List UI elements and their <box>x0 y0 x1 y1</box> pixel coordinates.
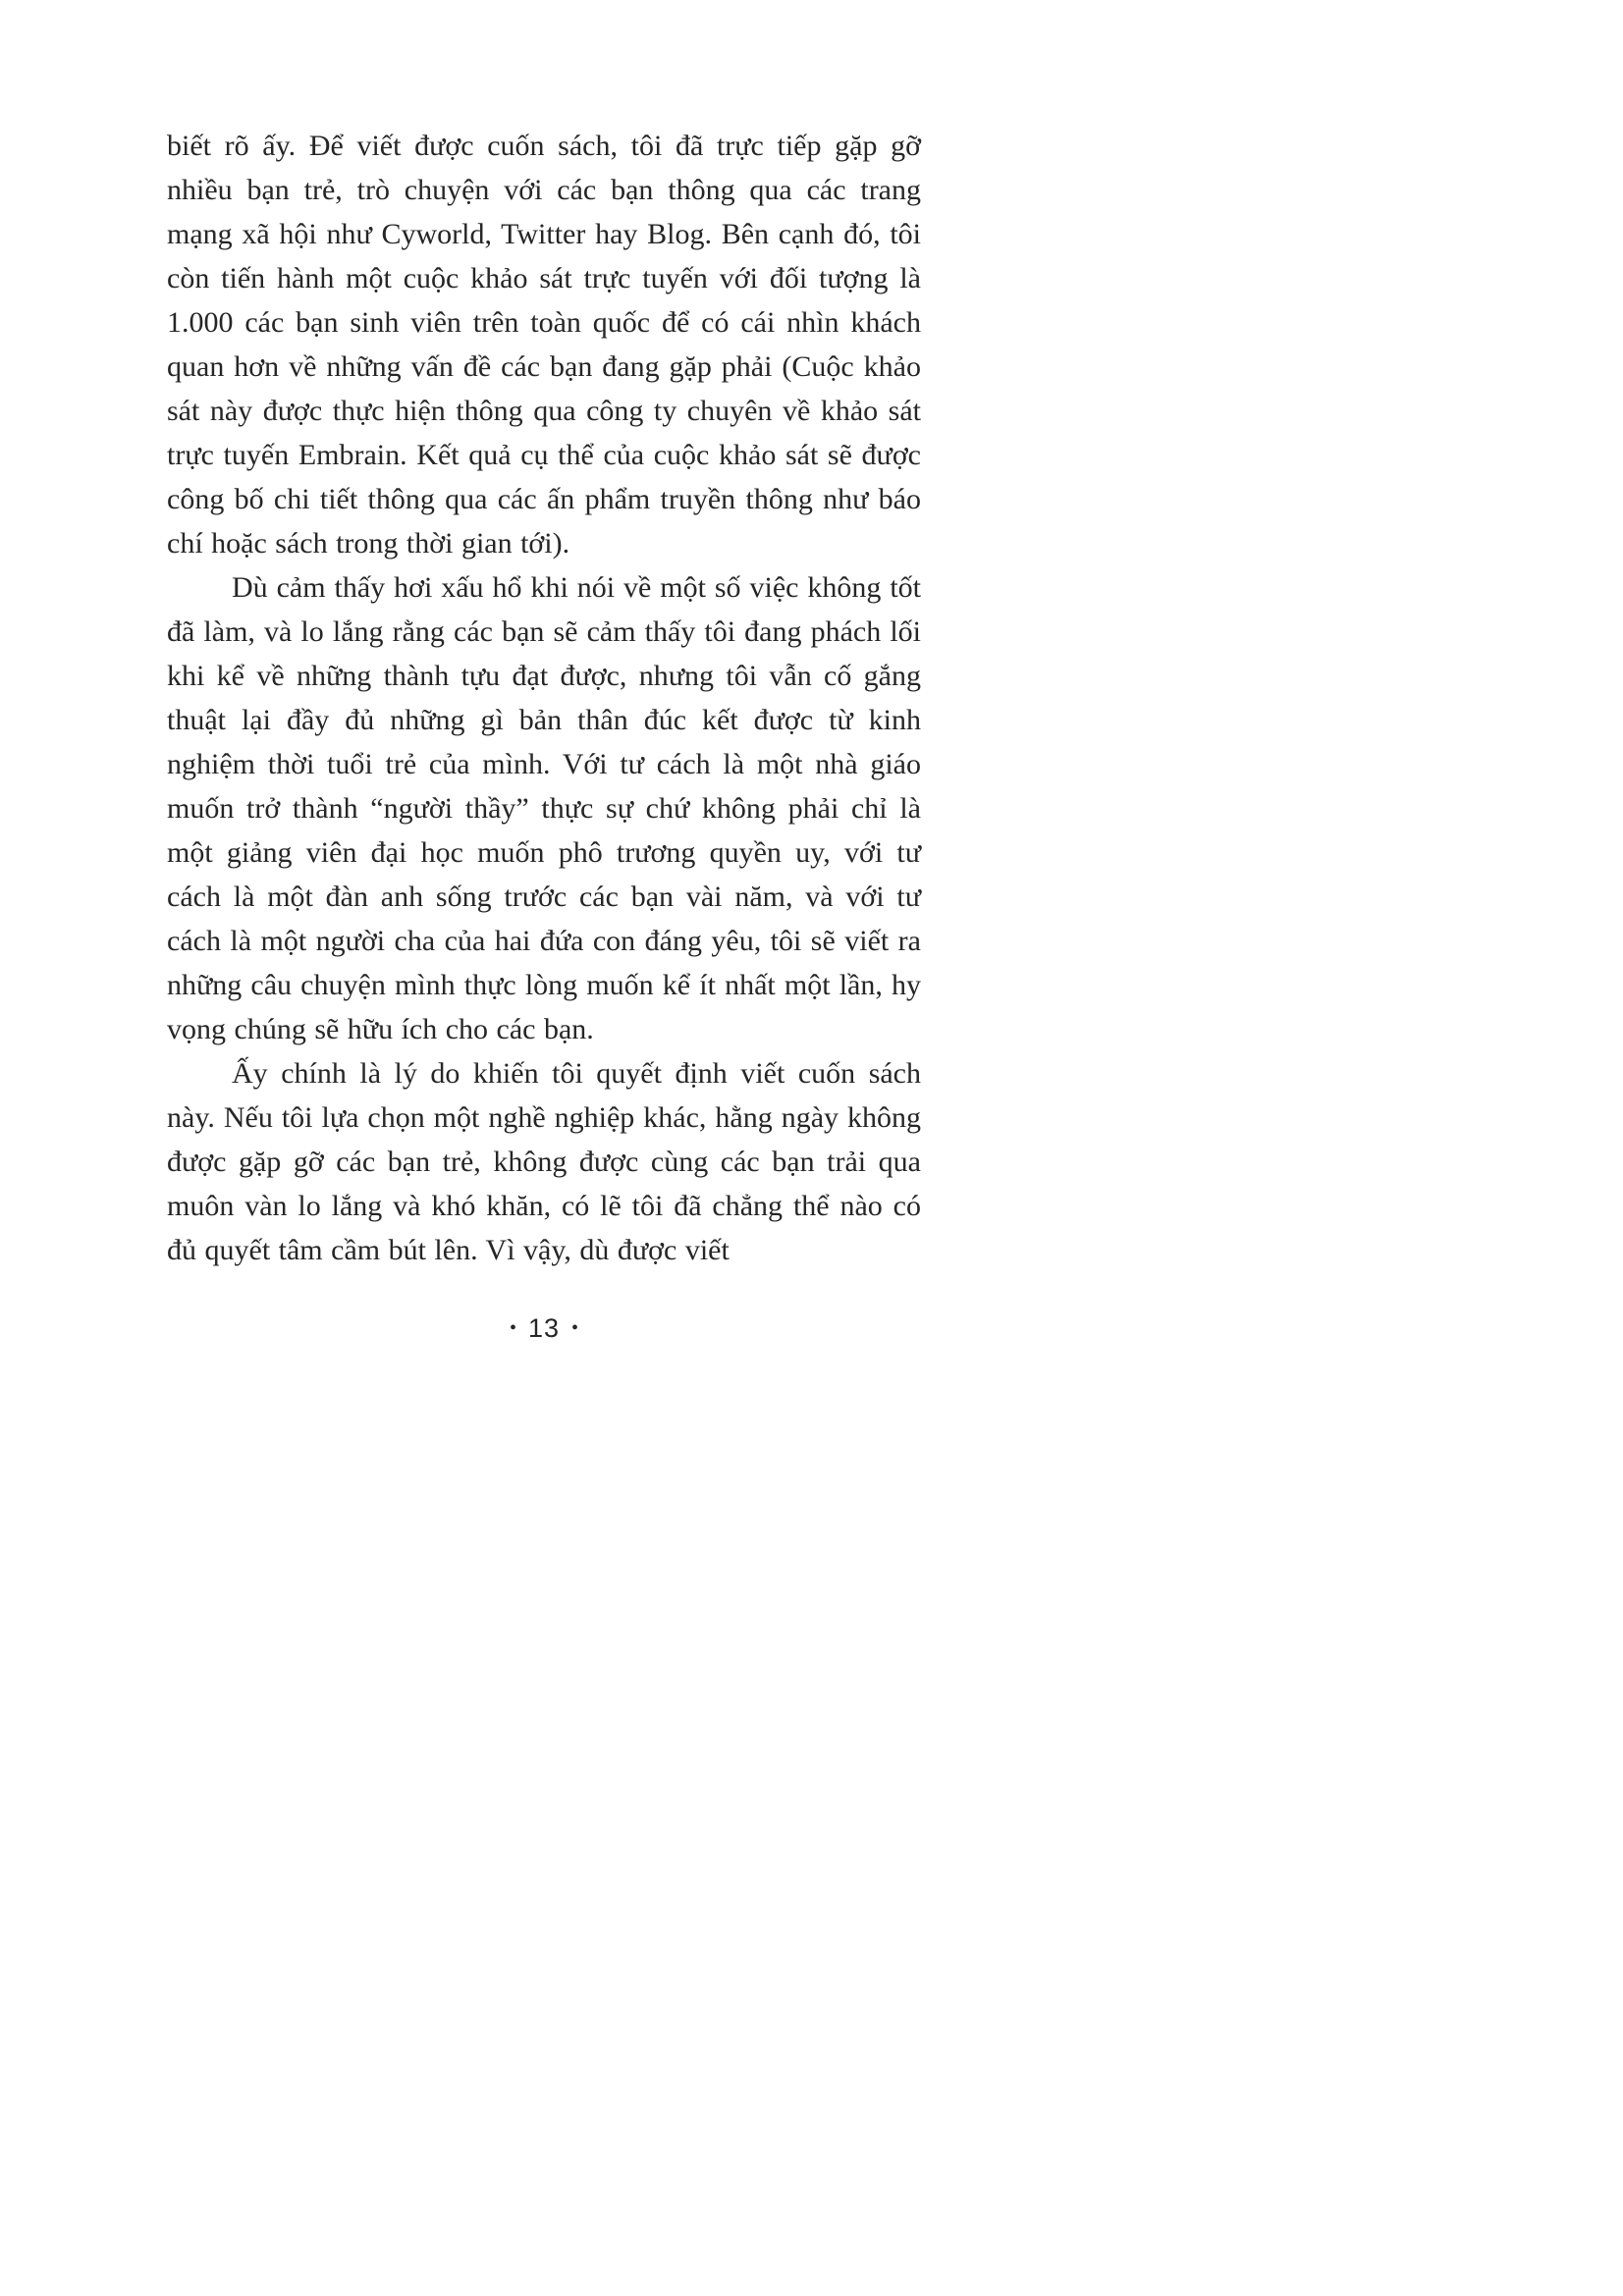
page-number-dot-right: • <box>571 1317 579 1339</box>
paragraph-1: biết rõ ấy. Để viết được cuốn sách, tôi đã trực tiếp gặp gỡ nhiều bạn trẻ, trò chuyện với các bạn thông qua các trang mạng xã hội như Cyworld, Twitter hay Blog. Bên cạnh đó, tôi còn tiến hành một cuộc khảo sát trực tuyến với đối tượng là 1.000 các bạn sinh viên trên toàn quốc để có cái nhìn khách quan hơn về những vấn đề các bạn đang gặp phải (Cuộc khảo sát này được thực hiện thông qua công ty chuyên về khảo sát trực tuyến Embrain. Kết quả cụ thể của cuộc khảo sát sẽ được công bố chi tiết thông qua các ấn phẩm truyền thông như báo chí hoặc sách trong thời gian tới). <box>167 130 921 560</box>
page-number-dot-left: • <box>509 1317 516 1339</box>
page-footer <box>167 1313 921 1344</box>
paragraph-3: Ấy chính là lý do khiến tôi quyết định viết cuốn sách này. Nếu tôi lựa chọn một nghề nghiệp khác, hằng ngày không được gặp gỡ các bạn trẻ, không được cùng các bạn trải qua muôn vàn lo lắng và khó khăn, có lẽ tôi đã chẳng thể nào có đủ quyết tâm cầm bút lên. Vì vậy, dù được viết <box>167 1057 921 1266</box>
page-text-block <box>167 124 921 1344</box>
page-number: 13 <box>527 1313 561 1343</box>
paragraph-2: Dù cảm thấy hơi xấu hổ khi nói về một số việc không tốt đã làm, và lo lắng rằng các bạn sẽ cảm thấy tôi đang phách lối khi kể về những thành tựu đạt được, nhưng tôi vẫn cố gắng thuật lại đầy đủ những gì bản thân đúc kết được từ kinh nghiệm thời tuổi trẻ của mình. Với tư cách là một nhà giáo muốn trở thành “người thầy” thực sự chứ không phải chỉ là một giảng viên đại học muốn phô trương quyền uy, với tư cách là một đàn anh sống trước các bạn vài năm, và với tư cách là một người cha của hai đứa con đáng yêu, tôi sẽ viết ra những câu chuyện mình thực lòng muốn kể ít nhất một lần, hy vọng chúng sẽ hữu ích cho các bạn. <box>167 571 921 1045</box>
